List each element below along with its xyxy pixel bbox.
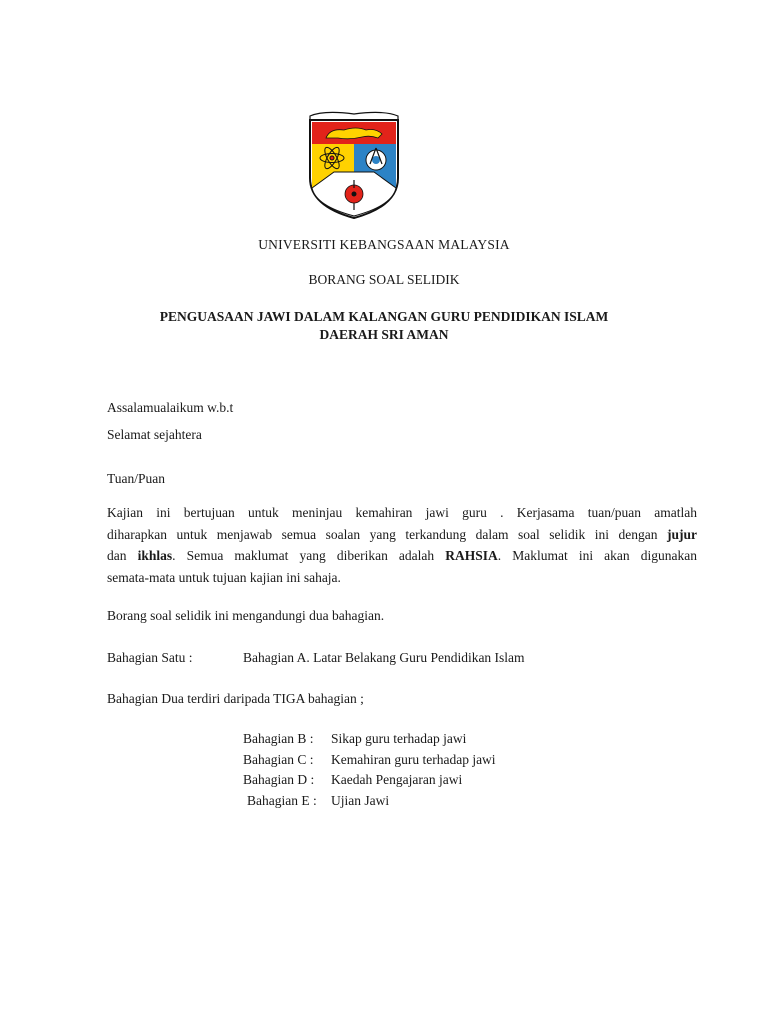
form-name: BORANG SOAL SELIDIK <box>308 272 460 287</box>
paragraph-text: . Maklumat ini akan digunakan <box>497 548 697 563</box>
greeting-sejahtera: Selamat sejahtera <box>107 427 202 442</box>
intro-paragraph <box>107 502 697 588</box>
university-crest-logo <box>304 108 404 220</box>
paragraph-line-4: semata-mata untuk tujuan kajian ini sahaja. <box>107 569 341 585</box>
section-list <box>243 729 643 811</box>
crest-top-scroll <box>310 112 398 120</box>
section-item <box>243 791 643 812</box>
part-one-row <box>107 647 697 668</box>
part-two-sentence: Bahagian Dua terdiri daripada TIGA bahagian ; <box>107 691 364 706</box>
paragraph-text: diharapkan untuk menjawab semua soalan yang terkandung dalam soal selidik ini dengan <box>107 526 667 542</box>
paragraph-line-3 <box>107 545 697 567</box>
contains-sentence: Borang soal selidik ini mengandungi dua bahagian. <box>107 608 385 623</box>
title-line-2: DAERAH SRI AMAN <box>319 327 449 342</box>
greeting-salam: Assalamualaikum w.b.t <box>107 400 234 415</box>
paragraph-text: . Semua maklumat yang diberikan adalah <box>172 548 446 563</box>
section-key: Bahagian E : <box>247 792 317 808</box>
section-item <box>243 729 643 750</box>
greeting-tuan-puan: Tuan/Puan <box>107 471 166 486</box>
document-title <box>0 308 768 344</box>
section-key: Bahagian C : <box>243 751 314 767</box>
emphasis-ikhlas: ikhlas <box>137 548 173 563</box>
paragraph-line-1: Kajian ini bertujuan untuk meninjau kemahiran jawi guru . Kerjasama tuan/puan amatlah <box>107 505 697 520</box>
part-one-value: Bahagian A. Latar Belakang Guru Pendidikan Islam <box>243 650 525 665</box>
part-one-label: Bahagian Satu : <box>107 650 193 665</box>
emphasis-jujur: jujur <box>667 526 697 542</box>
paragraph-text: dan <box>107 548 138 563</box>
section-key: Bahagian B : <box>243 731 314 746</box>
section-item <box>243 750 643 771</box>
paragraph-line-2 <box>107 524 697 546</box>
university-name: UNIVERSITI KEBANGSAAN MALAYSIA <box>258 237 510 252</box>
section-item <box>243 770 643 791</box>
section-key: Bahagian D : <box>243 772 315 787</box>
title-line-1: PENGUASAAN JAWI DALAM KALANGAN GURU PENDIDIKAN ISLAM <box>159 309 609 324</box>
section-value: Sikap guru terhadap jawi <box>331 731 467 746</box>
emphasis-rahsia: RAHSIA <box>445 548 498 563</box>
section-value: Kaedah Pengajaran jawi <box>331 772 463 787</box>
section-value: Kemahiran guru terhadap jawi <box>331 751 496 767</box>
section-value: Ujian Jawi <box>331 792 390 808</box>
